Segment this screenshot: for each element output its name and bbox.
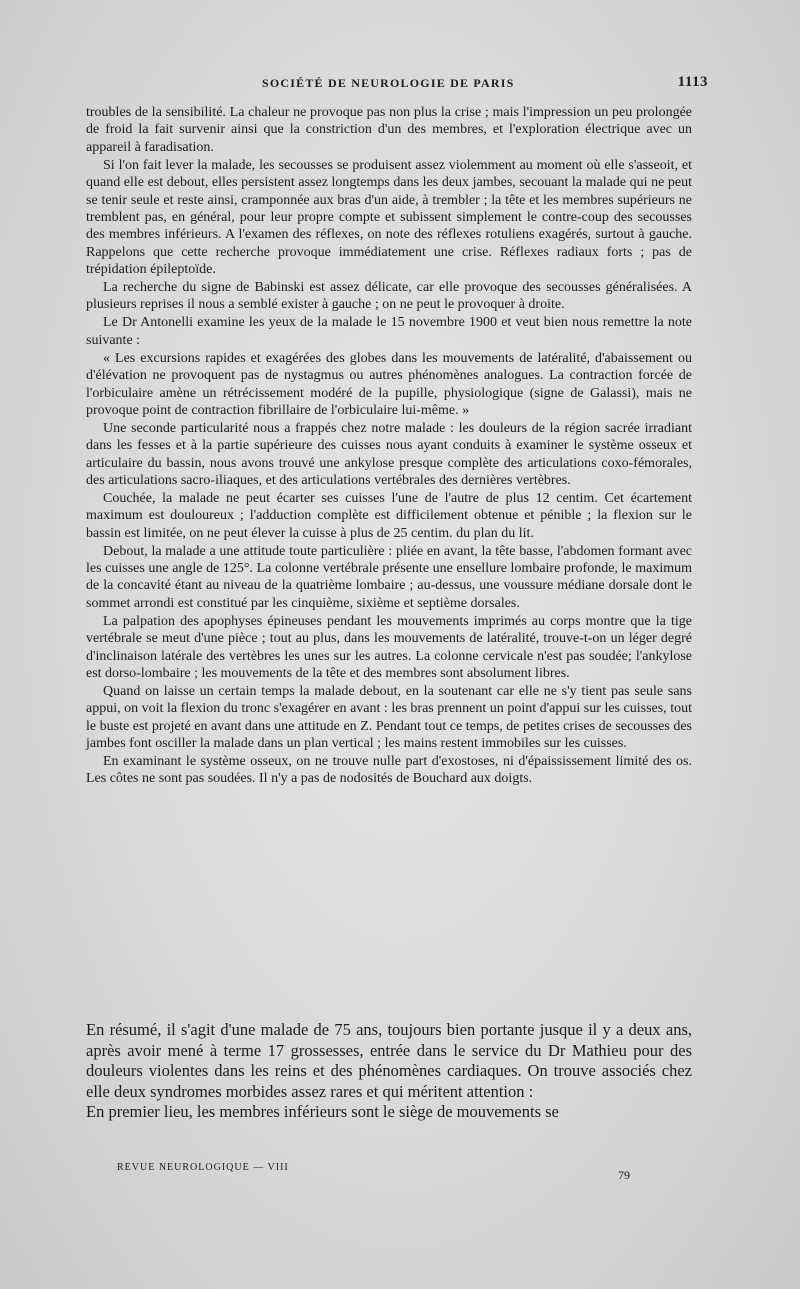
page-number: 1113 [677,74,708,90]
summary-text [86,1020,692,1123]
paragraph: troubles de la sensibilité. La chaleur ne provoque pas non plus la crise ; mais l'impression un peu prolongée de froid la fait survenir ainsi que la constriction d'un des membres, et l'exploration électrique avec un appareil à faradisation. [86,105,692,155]
paragraph: Une seconde particularité nous a frappés chez notre malade : les douleurs de la région sacrée irradiant dans les fesses et à la partie supérieure des cuisses nous ayant conduits à examiner le système osseux et articulaire du bassin, nous avons trouvé une ankylose presque complète des articulations coxo-fémorales, des articulations sacro-iliaques, et des articulations vertébrales des dernières vertèbres. [86,420,692,489]
body-text [86,104,692,788]
journal-name: REVUE NEUROLOGIQUE — VIII [117,1162,289,1173]
page-footer [117,1162,630,1188]
summary-paragraph: En premier lieu, les membres inférieurs sont le siège de mouvements se [86,1102,559,1121]
running-header [262,74,708,98]
running-title: SOCIÉTÉ DE NEUROLOGIE DE PARIS [262,76,515,90]
summary-paragraph: En résumé, il s'agit d'une malade de 75 ans, toujours bien portante jusque il y a deux ans, après avoir mené à terme 17 grossesses, entrée dans le service du Dr Mathieu pour des douleurs violentes dans les reins et des phénomènes cardiaques. On trouve associés chez elle deux syndromes morbides assez rares et qui méritent attention : [86,1020,692,1101]
paragraph: Si l'on fait lever la malade, les secousses se produisent assez violemment au moment où elle s'asseoit, et quand elle est debout, elles persistent assez longtemps dans les deux jambes, secouant la malade qui ne peut se tenir seule et reste ainsi, cramponnée aux bras d'un aide, à trembler ; la tête et les membres supérieurs ne tremblent pas, en général, pour leur propre compte et subissent simplement le contre-coup des secousses des membres inférieurs. A l'examen des réflexes, on note des réflexes rotuliens exagérés, surtout à gauche. Rappelons que cette recherche provoque immédiatement une crise. Réflexes radiaux forts ; pas de trépidation épileptoïde. [86,157,692,278]
signature-mark: 79 [618,1168,630,1182]
paragraph: En examinant le système osseux, on ne trouve nulle part d'exostoses, ni d'épaississement limité des os. Les côtes ne sont pas soudées. Il n'y a pas de nodosités de Bouchard aux doigts. [86,754,692,787]
paragraph: La palpation des apophyses épineuses pendant les mouvements imprimés au corps montre que la tige vertébrale se meut d'une pièce ; tout au plus, dans les mouvements de latéralité, trouve-t-on un léger degré d'inclinaison latérale des vertèbres les unes sur les autres. La colonne cervicale n'est pas soudée; l'ankylose est dorso-lombaire ; les mouvements de la tête et des membres sont absolument libres. [86,613,692,681]
paragraph: Debout, la malade a une attitude toute particulière : pliée en avant, la tête basse, l'abdomen formant avec les cuisses une angle de 125°. La colonne vertébrale présente une ensellure lombaire profonde, le maximum de la concavité étant au niveau de la quatrième lombaire ; au-dessus, une voussure médiane dorsale dont le sommet arrondi est constitué par les cinquième, sixième et septième dorsales. [86,543,692,611]
paragraph: Couchée, la malade ne peut écarter ses cuisses l'une de l'autre de plus 12 centim. Cet écartement maximum est douloureux ; l'adduction complète est difficilement obtenue et pénible ; la flexion sur le bassin est limitée, on ne peut élever la cuisse à plus de 25 centim. du plan du lit. [86,490,692,541]
paragraph: Le Dr Antonelli examine les yeux de la malade le 15 novembre 1900 et veut bien nous remettre la note suivante : [86,315,692,348]
paragraph: Quand on laisse un certain temps la malade debout, en la soutenant car elle ne s'y tient pas seule sans appui, on voit la flexion du tronc s'exagérer en avant : les bras prennent un point d'appui sur les cuisses, tout le buste est projeté en avant dans une attitude en Z. Pendant tout ce temps, de petites crises de secousses des jambes font osciller la malade dans un plan vertical ; les mains restent immobiles sur les cuisses. [86,683,692,752]
paragraph: La recherche du signe de Babinski est assez délicate, car elle provoque des secousses généralisées. A plusieurs reprises il nous a semblé exister à gauche ; on ne peut le provoquer à droite. [86,280,692,313]
quoted-note: « Les excursions rapides et exagérées des globes dans les mouvements de latéralité, d'abaissement ou d'élévation ne provoquent pas de nystagmus ou autres phénomènes analogues. La contraction forcée de l'orbiculaire amène un rétrécissement modéré de la pupille, physiologique (signe de Galassi), mais ne provoque point de contraction fibrillaire de l'orbiculaire lui-même. » [86,350,692,418]
